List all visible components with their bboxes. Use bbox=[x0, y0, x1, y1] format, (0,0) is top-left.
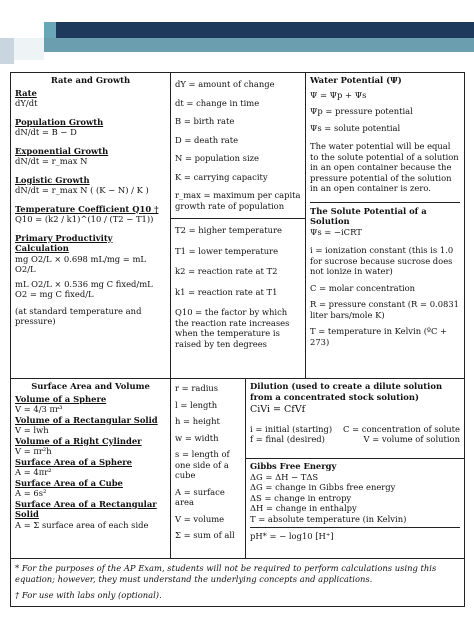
banner-stripe-light bbox=[0, 38, 474, 52]
gibbs-title: Gibbs Free Energy bbox=[250, 461, 337, 471]
gibbs-def-t: T = absolute temperature (in Kelvin) bbox=[250, 513, 407, 524]
surface-area-sphere-label: Surface Area of a Sphere bbox=[15, 456, 133, 467]
rate-growth-title: Rate and Growth bbox=[50, 75, 131, 85]
primary-productivity-equation-1: mg O2/L × 0.698 mL/mg = mL O2/L bbox=[15, 253, 146, 274]
gibbs-def-h: ΔH = change in enthalpy bbox=[250, 503, 357, 513]
temperature-definitions-cell bbox=[171, 219, 306, 379]
def-rmax: r_max = maximum per capita growth rate of population bbox=[175, 190, 301, 211]
footnote-star: * For the purposes of the AP Exam, students will not be required to perform calculations using this equation; however, they must understand the underlying concepts and applications. bbox=[15, 563, 437, 584]
surface-area-cell bbox=[11, 379, 171, 559]
dilution-final-def: f = final (desired) bbox=[250, 434, 325, 445]
dilution-title: Dilution (used to create a dilute solution from a concentrated stock solution) bbox=[250, 381, 443, 402]
temperature-coefficient-label: Temperature Coefficient Q10 † bbox=[15, 203, 159, 214]
banner-corner-light bbox=[14, 38, 44, 60]
def-dy: dY = amount of change bbox=[175, 79, 275, 89]
def-area: A = surface area bbox=[175, 486, 225, 507]
def-t1: T1 = lower temperature bbox=[175, 245, 279, 256]
water-potential-equation: Ψ = Ψp + Ψs bbox=[310, 89, 367, 100]
volume-sphere-label: Volume of a Sphere bbox=[15, 393, 107, 404]
footnote-dagger: † For use with labs only (optional). bbox=[15, 590, 162, 600]
molar-concentration-def: C = molar concentration bbox=[310, 282, 416, 293]
gibbs-def-g: ΔG = change in Gibbs free energy bbox=[250, 482, 396, 492]
volume-rectangular-solid-label: Volume of a Rectangular Solid bbox=[15, 414, 158, 425]
gibbs-def-s: ΔS = change in entropy bbox=[250, 492, 352, 503]
def-side: s = length of one side of a cube bbox=[175, 449, 230, 480]
def-dt: dt = change in time bbox=[175, 97, 260, 108]
gibbs-equation: ΔG = ΔH − TΔS bbox=[250, 471, 319, 482]
banner-accent-block bbox=[44, 22, 56, 38]
rate-growth-cell bbox=[11, 73, 171, 379]
primary-productivity-equation-2: mL O2/L × 0.536 mg C fixed/mL O2 = mg C fixed/L bbox=[15, 278, 153, 299]
banner-corner-block bbox=[0, 38, 14, 64]
surface-area-definitions-cell bbox=[171, 379, 246, 559]
volume-sphere-equation: V = 4/3 πr³ bbox=[15, 404, 63, 414]
def-sum: Σ = sum of all bbox=[175, 530, 235, 540]
dilution-volume-def: V = volume of solution bbox=[363, 434, 460, 445]
def-d: D = death rate bbox=[175, 134, 239, 145]
exponential-growth-equation: dN/dt = r_max N bbox=[15, 156, 88, 166]
solute-potential-def: Ψs = solute potential bbox=[310, 122, 401, 133]
gibbs-cell bbox=[246, 459, 464, 559]
banner-stripe-dark bbox=[44, 22, 474, 38]
def-radius: r = radius bbox=[175, 383, 219, 393]
def-length: l = length bbox=[175, 399, 218, 410]
def-k1: k1 = reaction rate at T1 bbox=[175, 286, 278, 297]
growth-definitions-cell bbox=[171, 73, 306, 219]
dilution-initial-def: i = initial (starting) bbox=[250, 423, 333, 434]
solute-potential-equation: Ψs = −iCRT bbox=[310, 226, 362, 237]
temperature-coefficient-equation: Q10 = (k2 / k1)^(10 / (T2 − T1)) bbox=[15, 214, 154, 224]
surface-area-sphere-equation: A = 4πr² bbox=[15, 467, 52, 477]
header-banner bbox=[0, 0, 474, 70]
logistic-growth-equation: dN/dt = r_max N ( (K − N) / K ) bbox=[15, 185, 149, 195]
population-growth-equation: dN/dt = B − D bbox=[15, 127, 77, 137]
rate-label: Rate bbox=[15, 87, 37, 98]
surface-area-title: Surface Area and Volume bbox=[31, 381, 150, 391]
def-k: K = carrying capacity bbox=[175, 171, 268, 182]
pressure-constant-def: R = pressure constant (R = 0.0831 liter bars/mole K) bbox=[310, 299, 460, 320]
population-growth-label: Population Growth bbox=[15, 116, 104, 127]
temperature-kelvin-def: T = temperature in Kelvin (ºC + 273) bbox=[310, 326, 448, 347]
primary-productivity-label: Primary Productivity Calculation bbox=[15, 232, 113, 253]
water-potential-title: Water Potential (Ψ) bbox=[310, 75, 402, 85]
surface-area-cube-equation: A = 6s² bbox=[15, 488, 47, 498]
def-height: h = height bbox=[175, 416, 220, 426]
surface-area-cube-label: Surface Area of a Cube bbox=[15, 477, 123, 488]
def-k2: k2 = reaction rate at T2 bbox=[175, 266, 278, 276]
ionization-constant-def: i = ionization constant (this is 1.0 for sucrose because sucrose does not ionize in water) bbox=[310, 245, 454, 276]
def-volume: V = volume bbox=[175, 513, 225, 524]
pressure-potential-def: Ψp = pressure potential bbox=[310, 106, 413, 116]
water-potential-cell bbox=[306, 73, 464, 379]
ph-equation: pH* = − log10 [H⁺] bbox=[250, 527, 460, 542]
dilution-concentration-def: C = concentration of solute bbox=[343, 423, 460, 434]
formula-sheet bbox=[10, 72, 465, 607]
water-potential-text: The water potential will be equal to the solute potential of a solution in an open container because the pressure potential of the solution in an open container is zero. bbox=[310, 141, 459, 193]
def-width: w = width bbox=[175, 432, 219, 443]
def-t2: T2 = higher temperature bbox=[175, 225, 283, 235]
exponential-growth-label: Exponential Growth bbox=[15, 145, 109, 156]
def-q10: Q10 = the factor by which the reaction rate increases when the temperature is raised by ten degrees bbox=[175, 307, 290, 349]
dilution-equation: CiVi = CfVf bbox=[250, 404, 306, 415]
surface-area-rectangular-solid-label: Surface Area of a Rectangular Solid bbox=[15, 498, 157, 519]
volume-cylinder-equation: V = πr²h bbox=[15, 446, 52, 456]
def-b: B = birth rate bbox=[175, 116, 235, 126]
primary-productivity-note: (at standard temperature and pressure) bbox=[15, 305, 142, 326]
dilution-cell bbox=[246, 379, 464, 459]
surface-area-rectangular-solid-equation: A = Σ surface area of each side bbox=[15, 519, 149, 530]
volume-cylinder-label: Volume of a Right Cylinder bbox=[15, 435, 142, 446]
volume-rectangular-solid-equation: V = lwh bbox=[15, 425, 49, 435]
rate-equation: dY/dt bbox=[15, 98, 38, 108]
def-n: N = population size bbox=[175, 153, 259, 163]
solute-potential-title: The Solute Potential of a Solution bbox=[310, 202, 460, 227]
logistic-growth-label: Logistic Growth bbox=[15, 174, 90, 185]
